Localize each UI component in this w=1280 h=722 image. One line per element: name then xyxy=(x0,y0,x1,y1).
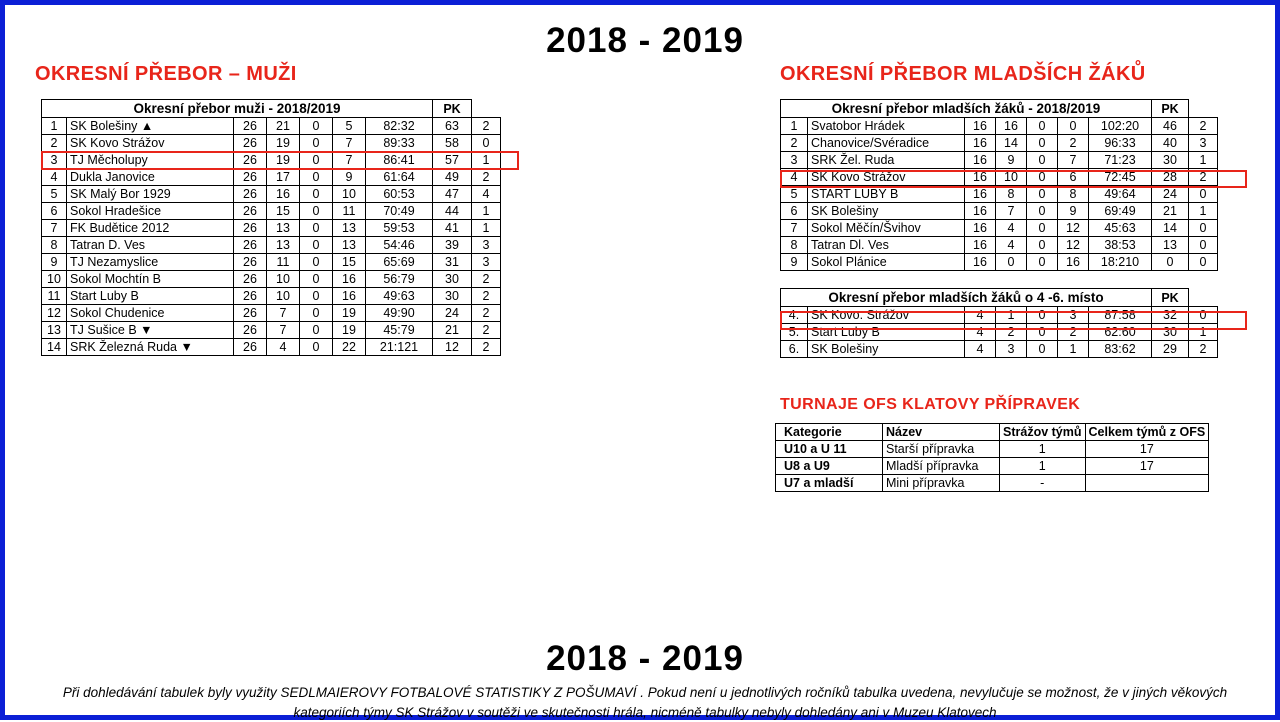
table-header-row xyxy=(781,289,1218,307)
row-matches: 26 xyxy=(234,203,267,220)
row-draws: 0 xyxy=(1027,152,1058,169)
row-wins: 7 xyxy=(267,322,300,339)
row-draws: 0 xyxy=(300,237,333,254)
row-matches: 16 xyxy=(965,237,996,254)
row-goals: 71:23 xyxy=(1089,152,1152,169)
row-matches: 26 xyxy=(234,305,267,322)
row-matches: 4 xyxy=(965,307,996,324)
row-points: 41 xyxy=(433,220,472,237)
row-pk: 1 xyxy=(472,220,501,237)
row-draws: 0 xyxy=(1027,307,1058,324)
row-losses: 0 xyxy=(1058,118,1089,135)
row-goals: 59:53 xyxy=(366,220,433,237)
row-team: Chanovice/Svéradice xyxy=(808,135,965,152)
youth-standings-table xyxy=(780,99,1218,271)
row-matches: 16 xyxy=(965,186,996,203)
row-matches: 16 xyxy=(965,169,996,186)
table-header-row xyxy=(776,424,1209,441)
row-wins: 4 xyxy=(267,339,300,356)
row-pk: 0 xyxy=(1189,220,1218,237)
row-pk: 0 xyxy=(472,135,501,152)
row-pk: 2 xyxy=(1189,341,1218,358)
col-header-total: Celkem týmů z OFS xyxy=(1085,424,1209,441)
row-position: 12 xyxy=(42,305,67,322)
row-losses: 19 xyxy=(333,305,366,322)
row-goals: 102:20 xyxy=(1089,118,1152,135)
row-goals: 49:64 xyxy=(1089,186,1152,203)
col-header-teams: Strážov týmů xyxy=(1000,424,1086,441)
row-points: 24 xyxy=(1152,186,1189,203)
youth-playoff-table xyxy=(780,288,1218,358)
row-team: SK Kovo. Strážov xyxy=(808,307,965,324)
table-row xyxy=(42,271,501,288)
row-matches: 26 xyxy=(234,339,267,356)
youth-playoff-pk-header: PK xyxy=(1152,289,1189,307)
row-wins: 1 xyxy=(996,307,1027,324)
row-teams: 1 xyxy=(1000,441,1086,458)
row-team: START LUBY B xyxy=(808,186,965,203)
row-wins: 14 xyxy=(996,135,1027,152)
table-row xyxy=(42,322,501,339)
row-losses: 1 xyxy=(1058,341,1089,358)
row-losses: 15 xyxy=(333,254,366,271)
row-total xyxy=(1085,475,1209,492)
row-pk: 0 xyxy=(1189,237,1218,254)
row-losses: 11 xyxy=(333,203,366,220)
men-table-caption: Okresní přebor muži - 2018/2019 xyxy=(42,100,433,118)
row-goals: 45:79 xyxy=(366,322,433,339)
row-goals: 49:90 xyxy=(366,305,433,322)
row-draws: 0 xyxy=(1027,324,1058,341)
row-points: 30 xyxy=(1152,324,1189,341)
row-wins: 10 xyxy=(996,169,1027,186)
row-matches: 16 xyxy=(965,203,996,220)
row-points: 58 xyxy=(433,135,472,152)
row-losses: 19 xyxy=(333,322,366,339)
row-team: SK Kovo Strážov xyxy=(67,135,234,152)
row-losses: 22 xyxy=(333,339,366,356)
table-row xyxy=(781,254,1218,271)
row-pk: 1 xyxy=(472,203,501,220)
row-wins: 17 xyxy=(267,169,300,186)
row-position: 4 xyxy=(781,169,808,186)
row-pk: 1 xyxy=(472,152,501,169)
row-goals: 54:46 xyxy=(366,237,433,254)
row-points: 30 xyxy=(433,288,472,305)
table-row xyxy=(42,186,501,203)
row-wins: 11 xyxy=(267,254,300,271)
row-goals: 96:33 xyxy=(1089,135,1152,152)
row-goals: 56:79 xyxy=(366,271,433,288)
row-losses: 13 xyxy=(333,237,366,254)
row-pk: 3 xyxy=(472,237,501,254)
row-pk: 2 xyxy=(1189,169,1218,186)
row-team: TJ Sušice B ▼ xyxy=(67,322,234,339)
table-row xyxy=(42,152,501,169)
row-points: 13 xyxy=(1152,237,1189,254)
section-heading-men: OKRESNÍ PŘEBOR – MUŽI xyxy=(35,63,297,85)
row-matches: 16 xyxy=(965,254,996,271)
row-goals: 83:62 xyxy=(1089,341,1152,358)
row-goals: 82:32 xyxy=(366,118,433,135)
table-row xyxy=(781,203,1218,220)
row-matches: 26 xyxy=(234,322,267,339)
row-points: 40 xyxy=(1152,135,1189,152)
row-wins: 19 xyxy=(267,152,300,169)
table-row xyxy=(781,307,1218,324)
row-draws: 0 xyxy=(1027,203,1058,220)
row-draws: 0 xyxy=(1027,220,1058,237)
row-team: SRK Žel. Ruda xyxy=(808,152,965,169)
row-draws: 0 xyxy=(300,305,333,322)
row-points: 28 xyxy=(1152,169,1189,186)
row-wins: 13 xyxy=(267,220,300,237)
row-goals: 86:41 xyxy=(366,152,433,169)
row-name: Starší přípravka xyxy=(883,441,1000,458)
row-team: SK Bolešiny xyxy=(808,203,965,220)
row-team: Sokol Chudenice xyxy=(67,305,234,322)
row-pk: 0 xyxy=(1189,307,1218,324)
row-wins: 3 xyxy=(996,341,1027,358)
row-team: Sokol Plánice xyxy=(808,254,965,271)
row-draws: 0 xyxy=(300,271,333,288)
row-draws: 0 xyxy=(300,203,333,220)
row-wins: 8 xyxy=(996,186,1027,203)
row-pk: 2 xyxy=(1189,118,1218,135)
row-position: 4 xyxy=(42,169,67,186)
row-wins: 4 xyxy=(996,220,1027,237)
row-position: 7 xyxy=(42,220,67,237)
row-points: 47 xyxy=(433,186,472,203)
row-team: SK Kovo Strážov xyxy=(808,169,965,186)
row-goals: 18:210 xyxy=(1089,254,1152,271)
row-team: Dukla Janovice xyxy=(67,169,234,186)
row-position: 11 xyxy=(42,288,67,305)
row-category: U7 a mladší xyxy=(776,475,883,492)
row-position: 6. xyxy=(781,341,808,358)
table-row xyxy=(781,186,1218,203)
row-name: Mini přípravka xyxy=(883,475,1000,492)
row-pk: 1 xyxy=(1189,152,1218,169)
row-category: U8 a U9 xyxy=(776,458,883,475)
row-team: Tatran Dl. Ves xyxy=(808,237,965,254)
col-header-category: Kategorie xyxy=(776,424,883,441)
row-points: 32 xyxy=(1152,307,1189,324)
row-losses: 3 xyxy=(1058,307,1089,324)
row-total: 17 xyxy=(1085,458,1209,475)
row-wins: 13 xyxy=(267,237,300,254)
row-position: 4. xyxy=(781,307,808,324)
row-draws: 0 xyxy=(1027,118,1058,135)
row-pk: 4 xyxy=(472,186,501,203)
youth-playoff-caption: Okresní přebor mladších žáků o 4 -6. místo xyxy=(781,289,1152,307)
row-pk: 2 xyxy=(472,288,501,305)
row-goals: 49:63 xyxy=(366,288,433,305)
row-position: 1 xyxy=(42,118,67,135)
row-position: 2 xyxy=(42,135,67,152)
row-losses: 13 xyxy=(333,220,366,237)
table-row xyxy=(776,458,1209,475)
row-matches: 4 xyxy=(965,341,996,358)
row-losses: 8 xyxy=(1058,186,1089,203)
row-name: Mladší přípravka xyxy=(883,458,1000,475)
table-row xyxy=(42,305,501,322)
row-pk: 3 xyxy=(1189,135,1218,152)
row-points: 24 xyxy=(433,305,472,322)
row-pk: 3 xyxy=(472,254,501,271)
row-position: 3 xyxy=(42,152,67,169)
row-points: 44 xyxy=(433,203,472,220)
row-draws: 0 xyxy=(300,186,333,203)
row-matches: 16 xyxy=(965,135,996,152)
row-position: 9 xyxy=(781,254,808,271)
row-team: SK Bolešiny ▲ xyxy=(67,118,234,135)
row-matches: 26 xyxy=(234,237,267,254)
row-wins: 7 xyxy=(996,203,1027,220)
row-team: Tatran D. Ves xyxy=(67,237,234,254)
row-draws: 0 xyxy=(1027,237,1058,254)
row-points: 46 xyxy=(1152,118,1189,135)
row-points: 14 xyxy=(1152,220,1189,237)
row-points: 63 xyxy=(433,118,472,135)
row-goals: 72:45 xyxy=(1089,169,1152,186)
row-position: 7 xyxy=(781,220,808,237)
row-losses: 16 xyxy=(333,288,366,305)
row-matches: 26 xyxy=(234,271,267,288)
row-goals: 87:58 xyxy=(1089,307,1152,324)
table-row xyxy=(776,475,1209,492)
row-wins: 16 xyxy=(996,118,1027,135)
row-draws: 0 xyxy=(300,152,333,169)
row-matches: 16 xyxy=(965,118,996,135)
table-row xyxy=(776,441,1209,458)
row-pk: 2 xyxy=(472,118,501,135)
row-position: 6 xyxy=(42,203,67,220)
row-points: 12 xyxy=(433,339,472,356)
row-position: 13 xyxy=(42,322,67,339)
row-draws: 0 xyxy=(300,220,333,237)
row-points: 49 xyxy=(433,169,472,186)
row-position: 8 xyxy=(42,237,67,254)
row-losses: 6 xyxy=(1058,169,1089,186)
page-title-top: 2018 - 2019 xyxy=(546,21,744,60)
row-position: 10 xyxy=(42,271,67,288)
row-team: TJ Měcholupy xyxy=(67,152,234,169)
row-team: TJ Nezamyslice xyxy=(67,254,234,271)
row-wins: 15 xyxy=(267,203,300,220)
row-losses: 16 xyxy=(333,271,366,288)
row-goals: 70:49 xyxy=(366,203,433,220)
table-row xyxy=(781,341,1218,358)
row-goals: 89:33 xyxy=(366,135,433,152)
row-goals: 60:53 xyxy=(366,186,433,203)
men-standings-table xyxy=(41,99,501,356)
row-matches: 26 xyxy=(234,135,267,152)
row-matches: 4 xyxy=(965,324,996,341)
row-matches: 26 xyxy=(234,152,267,169)
row-goals: 62:60 xyxy=(1089,324,1152,341)
table-row xyxy=(42,169,501,186)
row-team: Start Luby B xyxy=(808,324,965,341)
row-pk: 2 xyxy=(472,305,501,322)
row-matches: 26 xyxy=(234,169,267,186)
table-row xyxy=(42,203,501,220)
row-position: 3 xyxy=(781,152,808,169)
row-wins: 21 xyxy=(267,118,300,135)
row-matches: 26 xyxy=(234,220,267,237)
row-position: 5. xyxy=(781,324,808,341)
row-draws: 0 xyxy=(1027,186,1058,203)
youth-table-pk-header: PK xyxy=(1152,100,1189,118)
row-points: 21 xyxy=(433,322,472,339)
row-matches: 26 xyxy=(234,118,267,135)
row-losses: 10 xyxy=(333,186,366,203)
row-draws: 0 xyxy=(300,118,333,135)
table-header-row xyxy=(781,100,1218,118)
row-team: SK Bolešiny xyxy=(808,341,965,358)
table-row xyxy=(42,339,501,356)
row-pk: 2 xyxy=(472,271,501,288)
row-points: 29 xyxy=(1152,341,1189,358)
page-title-bottom: 2018 - 2019 xyxy=(546,639,744,678)
row-wins: 4 xyxy=(996,237,1027,254)
table-row xyxy=(781,169,1218,186)
row-pk: 2 xyxy=(472,169,501,186)
row-teams: - xyxy=(1000,475,1086,492)
row-pk: 1 xyxy=(1189,203,1218,220)
row-losses: 7 xyxy=(333,135,366,152)
row-losses: 7 xyxy=(1058,152,1089,169)
row-pk: 0 xyxy=(1189,186,1218,203)
row-goals: 38:53 xyxy=(1089,237,1152,254)
footnote-text: Při dohledávání tabulek byly využity SEDLMAIEROVY FOTBALOVÉ STATISTIKY Z POŠUMAVÍ . Pokud není u jednotlivých ročníků tabulka uvedena, nevylučuje se možnost, že v jiných věkových kategoriích týmy SK Strážov v soutěži ve skutečnosti hrála, nicméně tabulky nebyly dohledány ani v Muzeu Klatovech xyxy=(62,685,1228,720)
row-wins: 16 xyxy=(267,186,300,203)
row-position: 14 xyxy=(42,339,67,356)
row-team: SK Malý Bor 1929 xyxy=(67,186,234,203)
row-wins: 2 xyxy=(996,324,1027,341)
row-draws: 0 xyxy=(1027,169,1058,186)
table-header-row xyxy=(42,100,501,118)
row-matches: 16 xyxy=(965,220,996,237)
row-points: 0 xyxy=(1152,254,1189,271)
row-goals: 45:63 xyxy=(1089,220,1152,237)
section-heading-tournaments: TURNAJE OFS KLATOVY PŘÍPRAVEK xyxy=(780,396,1081,413)
row-wins: 19 xyxy=(267,135,300,152)
row-points: 30 xyxy=(433,271,472,288)
row-matches: 26 xyxy=(234,288,267,305)
row-team: Start Luby B xyxy=(67,288,234,305)
row-matches: 26 xyxy=(234,254,267,271)
table-row xyxy=(781,237,1218,254)
row-losses: 9 xyxy=(333,169,366,186)
row-category: U10 a U 11 xyxy=(776,441,883,458)
row-wins: 9 xyxy=(996,152,1027,169)
row-goals: 61:64 xyxy=(366,169,433,186)
row-draws: 0 xyxy=(1027,341,1058,358)
tournaments-table xyxy=(775,423,1209,492)
row-losses: 16 xyxy=(1058,254,1089,271)
row-team: FK Budětice 2012 xyxy=(67,220,234,237)
row-team: Sokol Hradešice xyxy=(67,203,234,220)
row-wins: 10 xyxy=(267,271,300,288)
row-position: 9 xyxy=(42,254,67,271)
row-position: 2 xyxy=(781,135,808,152)
table-row xyxy=(42,254,501,271)
row-draws: 0 xyxy=(300,169,333,186)
row-team: Svatobor Hrádek xyxy=(808,118,965,135)
row-teams: 1 xyxy=(1000,458,1086,475)
table-row xyxy=(781,118,1218,135)
row-total: 17 xyxy=(1085,441,1209,458)
row-wins: 0 xyxy=(996,254,1027,271)
row-pk: 0 xyxy=(1189,254,1218,271)
row-wins: 7 xyxy=(267,305,300,322)
table-row xyxy=(781,220,1218,237)
row-wins: 10 xyxy=(267,288,300,305)
table-row xyxy=(42,237,501,254)
row-matches: 26 xyxy=(234,186,267,203)
row-losses: 7 xyxy=(333,152,366,169)
row-draws: 0 xyxy=(300,135,333,152)
row-losses: 2 xyxy=(1058,324,1089,341)
row-losses: 5 xyxy=(333,118,366,135)
youth-table-caption: Okresní přebor mladších žáků - 2018/2019 xyxy=(781,100,1152,118)
row-points: 57 xyxy=(433,152,472,169)
row-pk: 2 xyxy=(472,339,501,356)
row-position: 5 xyxy=(42,186,67,203)
row-losses: 2 xyxy=(1058,135,1089,152)
row-position: 8 xyxy=(781,237,808,254)
men-table-pk-header: PK xyxy=(433,100,472,118)
row-matches: 16 xyxy=(965,152,996,169)
col-header-name: Název xyxy=(883,424,1000,441)
row-position: 1 xyxy=(781,118,808,135)
row-position: 5 xyxy=(781,186,808,203)
row-draws: 0 xyxy=(300,339,333,356)
table-row xyxy=(42,220,501,237)
row-points: 31 xyxy=(433,254,472,271)
table-row xyxy=(781,324,1218,341)
row-draws: 0 xyxy=(300,288,333,305)
row-team: SRK Železná Ruda ▼ xyxy=(67,339,234,356)
row-points: 39 xyxy=(433,237,472,254)
table-row xyxy=(42,118,501,135)
row-team: Sokol Měčín/Švihov xyxy=(808,220,965,237)
section-heading-youth: OKRESNÍ PŘEBOR MLADŠÍCH ŽÁKŮ xyxy=(780,63,1146,85)
row-points: 21 xyxy=(1152,203,1189,220)
row-goals: 69:49 xyxy=(1089,203,1152,220)
row-goals: 21:121 xyxy=(366,339,433,356)
row-team: Sokol Mochtín B xyxy=(67,271,234,288)
row-draws: 0 xyxy=(300,322,333,339)
row-draws: 0 xyxy=(1027,254,1058,271)
table-row xyxy=(42,288,501,305)
row-draws: 0 xyxy=(300,254,333,271)
row-goals: 65:69 xyxy=(366,254,433,271)
row-points: 30 xyxy=(1152,152,1189,169)
row-losses: 12 xyxy=(1058,220,1089,237)
row-losses: 9 xyxy=(1058,203,1089,220)
row-position: 6 xyxy=(781,203,808,220)
row-pk: 2 xyxy=(472,322,501,339)
table-row xyxy=(42,135,501,152)
row-losses: 12 xyxy=(1058,237,1089,254)
table-row xyxy=(781,152,1218,169)
row-draws: 0 xyxy=(1027,135,1058,152)
table-row xyxy=(781,135,1218,152)
row-pk: 1 xyxy=(1189,324,1218,341)
